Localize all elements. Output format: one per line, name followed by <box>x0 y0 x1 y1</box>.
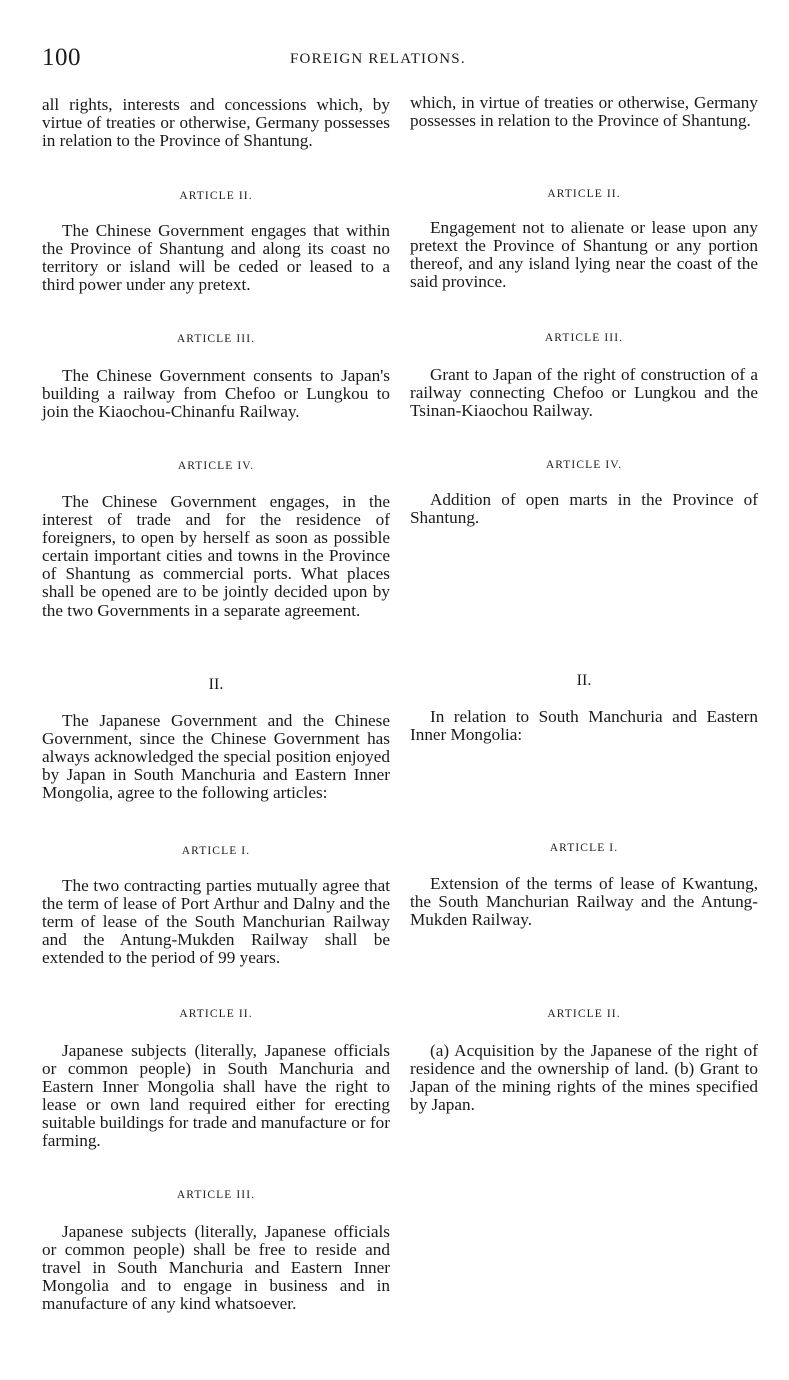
right-paragraph: Engagement not to alienate or lease upon any pretext the Province of Shantung or any portion thereof, and any island lying near the coast of the said province. <box>410 218 758 292</box>
right-article-heading: ARTICLE III. <box>544 332 624 344</box>
right-article-heading: ARTICLE IV. <box>545 459 623 471</box>
left-article-heading: ARTICLE II. <box>179 190 253 202</box>
left-article-heading: ARTICLE IV. <box>177 460 255 472</box>
left-paragraph: The Chinese Government engages that within the Province of Shantung and along its coast no territory or island will be ceded or leased to a third power under any pretext. <box>42 221 390 295</box>
left-article-heading: ARTICLE III. <box>176 1189 256 1201</box>
right-article-heading: ARTICLE II. <box>547 1008 621 1020</box>
left-paragraph: The two contracting parties mutually agree that the term of lease of Port Arthur and Dalny and the term of lease of the South Manchurian Railway and the Antung-Mukden Railway shall be extended to the period of 99 years. <box>42 876 390 968</box>
left-paragraph-continued: all rights, interests and concessions which, by virtue of treaties or otherwise, Germany possesses in relation to the Province of Shantung. <box>42 95 390 151</box>
right-paragraph-continued: which, in virtue of treaties or otherwise, Germany possesses in relation to the Province of Shantung. <box>410 93 758 131</box>
left-paragraph: The Japanese Government and the Chinese Government, since the Chinese Government has always acknowledged the special position enjoyed by Japan in South Manchuria and Eastern Inner Mongolia, agree to the following articles: <box>42 711 390 803</box>
left-article-heading: ARTICLE I. <box>181 845 251 857</box>
running-head: FOREIGN RELATIONS. <box>290 51 466 67</box>
right-paragraph: In relation to South Manchuria and Eastern Inner Mongolia: <box>410 707 758 745</box>
right-section-heading: II. <box>576 672 592 689</box>
left-paragraph: Japanese subjects (literally, Japanese officials or common people) in South Manchuria and Eastern Inner Mongolia shall have the right to lease or own land required either for erecting suitable buildings for trade and manufacture or for farming. <box>42 1041 390 1151</box>
left-section-heading: II. <box>208 676 224 693</box>
left-article-heading: ARTICLE II. <box>179 1008 253 1020</box>
left-paragraph: The Chinese Government consents to Japan's building a railway from Chefoo or Lungkou to join the Kiaochou-Chinanfu Railway. <box>42 366 390 422</box>
left-paragraph: The Chinese Government engages, in the interest of trade and for the residence of foreigners, to open by herself as soon as possible certain important cities and towns in the Province of Shantung as commercial ports. What places shall be opened are to be jointly decided upon by the two Governments in a separate agreement. <box>42 492 390 620</box>
right-paragraph: (a) Acquisition by the Japanese of the right of residence and the ownership of land. (b) Grant to Japan of the mining rights of the mines specified by Japan. <box>410 1041 758 1115</box>
right-article-heading: ARTICLE II. <box>547 188 621 200</box>
right-article-heading: ARTICLE I. <box>549 842 619 854</box>
right-paragraph: Addition of open marts in the Province of Shantung. <box>410 490 758 528</box>
right-paragraph: Extension of the terms of lease of Kwantung, the South Manchurian Railway and the Antung-Mukden Railway. <box>410 874 758 930</box>
right-paragraph: Grant to Japan of the right of construction of a railway connecting Chefoo or Lungkou and the Tsinan-Kiaochou Railway. <box>410 365 758 421</box>
left-paragraph: Japanese subjects (literally, Japanese officials or common people) shall be free to reside and travel in South Manchuria and Eastern Inner Mongolia and to engage in business and in manufacture of any kind whatsoever. <box>42 1222 390 1314</box>
page-number: 100 <box>42 44 81 71</box>
left-article-heading: ARTICLE III. <box>176 333 256 345</box>
